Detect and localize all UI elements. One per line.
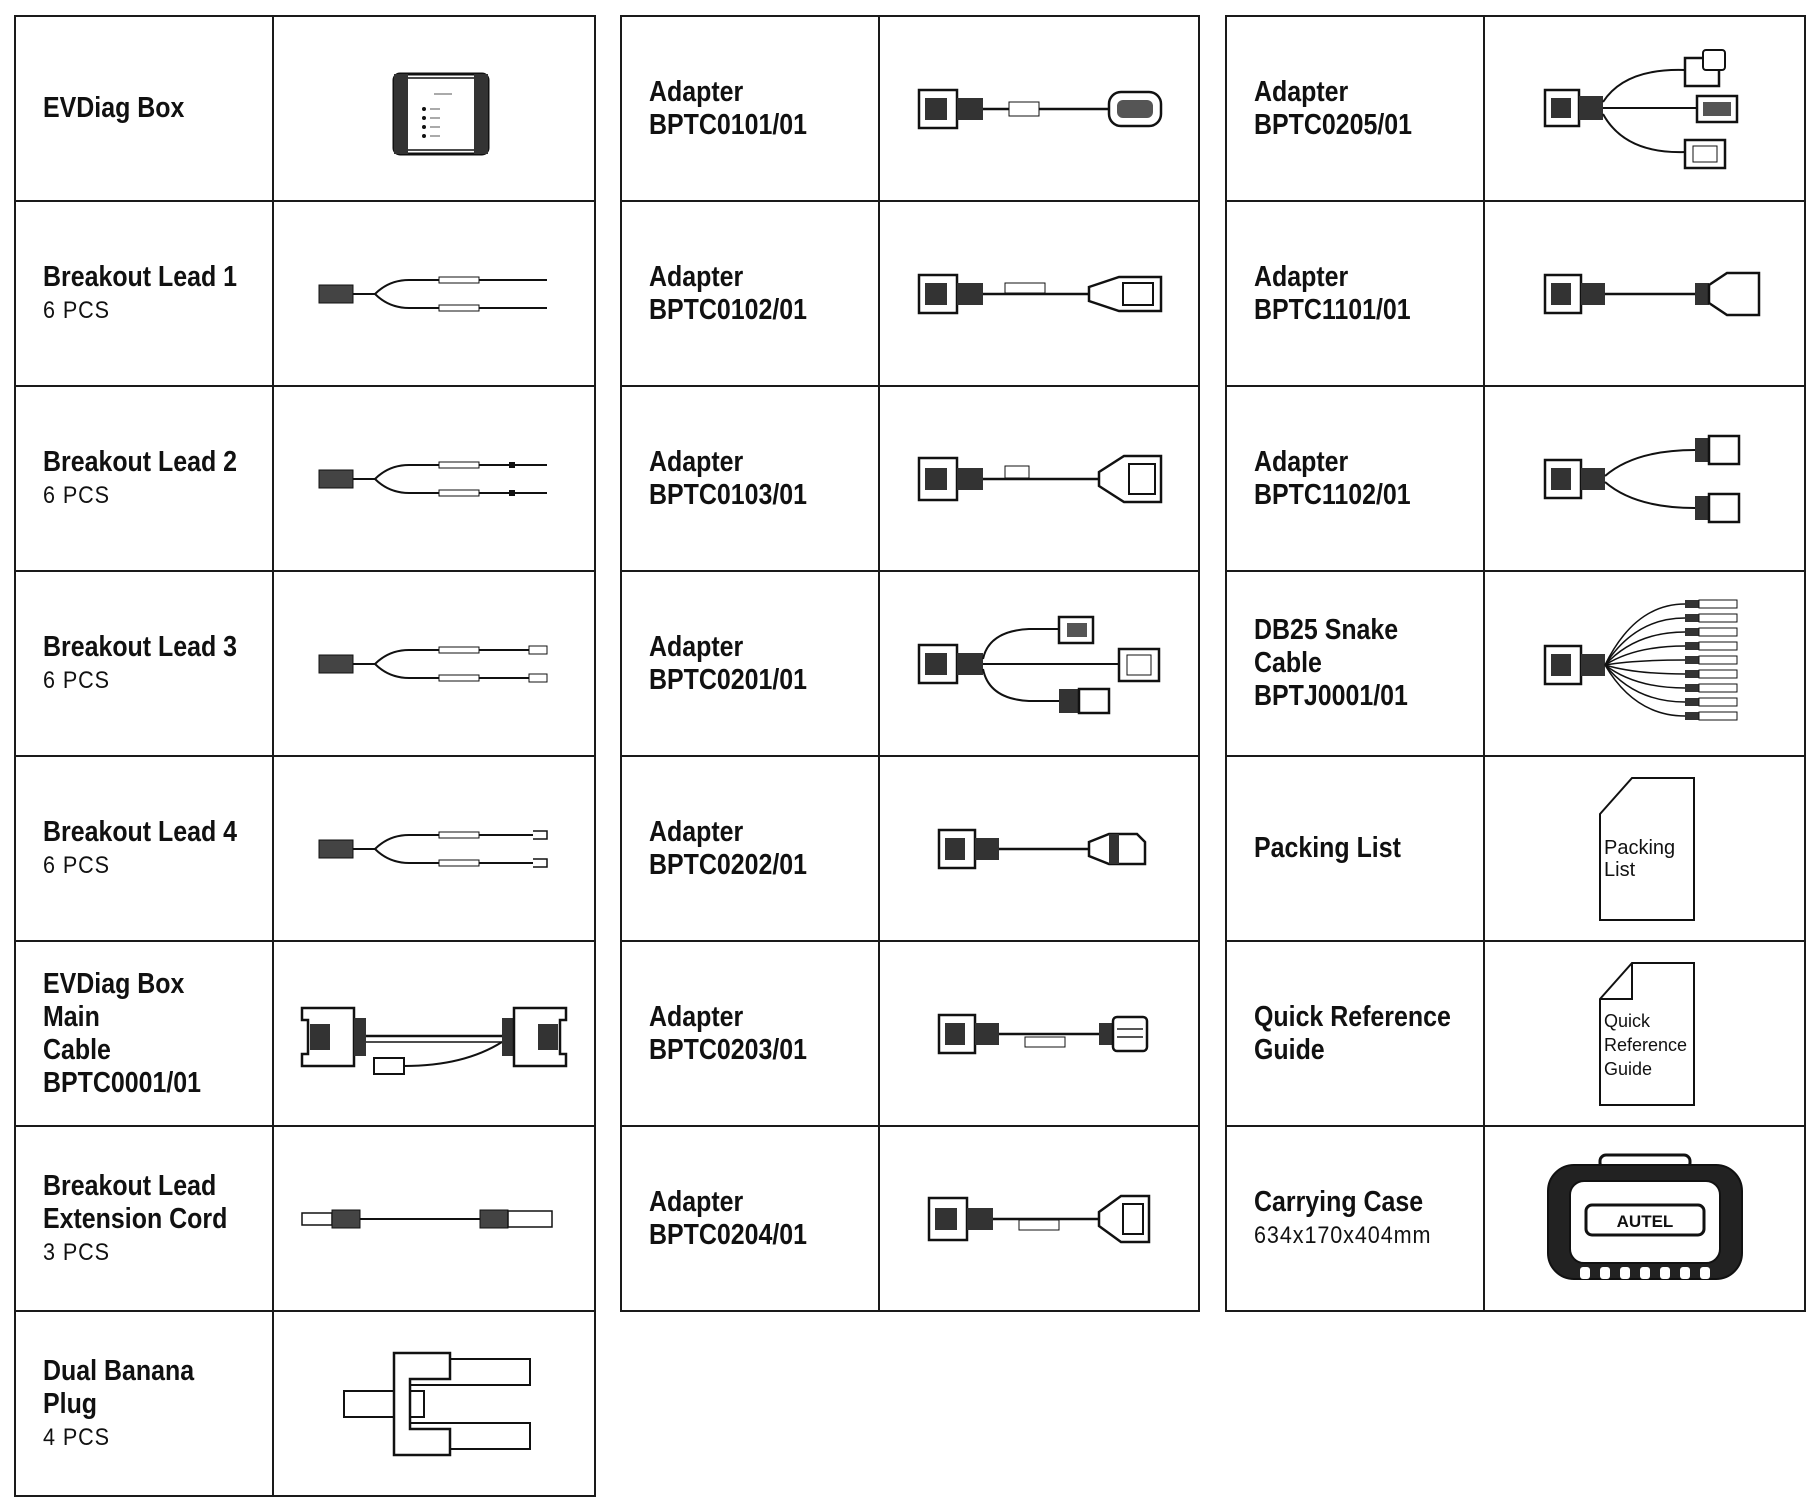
item-title: EVDiag Box <box>43 92 185 124</box>
item-adapter-bptc0204 <box>622 1127 1198 1312</box>
item-title: EVDiag Box Main Cable BPTC0001/01 <box>43 967 202 1099</box>
item-packing-list <box>1227 757 1804 942</box>
item-evdiag-box <box>16 17 594 202</box>
item-evdiag-box-main-cable <box>16 942 594 1127</box>
evdiag-box-icon <box>374 54 494 164</box>
item-breakout-lead-4 <box>16 757 594 942</box>
item-quantity: 4 PCS <box>43 1423 110 1451</box>
item-carrying-case <box>1227 1127 1804 1312</box>
item-dual-banana-plug <box>16 1312 594 1497</box>
item-db25-snake-cable <box>1227 572 1804 757</box>
adapter-branch-cable-icon <box>1525 44 1765 174</box>
adapter-cable-icon <box>909 814 1169 884</box>
item-title: Breakout Lead 1 <box>43 261 238 293</box>
quick-reference-doc-text: Quick <box>1603 1010 1650 1031</box>
breakout-lead-1-icon <box>309 264 559 324</box>
item-adapter-bptc0205 <box>1227 17 1804 202</box>
item-quantity: 6 PCS <box>43 297 110 324</box>
item-adapter-bptc0101 <box>622 17 1198 202</box>
item-title: Quick Reference Guide <box>1254 1000 1451 1066</box>
item-adapter-bptc0103 <box>622 387 1198 572</box>
item-title: Adapter BPTC0201/01 <box>649 630 808 696</box>
packing-list-doc-text: List <box>1603 858 1635 881</box>
case-brand-text: AUTEL <box>1616 1211 1673 1231</box>
breakout-lead-4-icon <box>309 819 559 879</box>
breakout-lead-2-icon <box>309 449 559 509</box>
item-title: Dual Banana Plug <box>43 1354 195 1420</box>
item-breakout-lead-3 <box>16 572 594 757</box>
item-quantity: 3 PCS <box>43 1238 110 1266</box>
item-adapter-bptc1102 <box>1227 387 1804 572</box>
quick-reference-doc-text: Reference <box>1603 1034 1687 1055</box>
carrying-case-icon <box>1540 1149 1750 1289</box>
item-title: Adapter BPTC0202/01 <box>649 815 808 881</box>
column-2 <box>620 15 1200 1312</box>
item-adapter-bptc0202 <box>622 757 1198 942</box>
adapter-cable-icon <box>909 259 1169 329</box>
quick-reference-doc-text: Guide <box>1603 1058 1652 1079</box>
adapter-split-cable-icon <box>1515 424 1775 534</box>
adapter-cable-icon <box>1515 259 1775 329</box>
item-title: Breakout Lead 4 <box>43 816 238 848</box>
item-title: Breakout Lead 3 <box>43 631 238 663</box>
item-title: Adapter BPTC0103/01 <box>649 445 808 511</box>
adapter-cable-icon <box>909 444 1169 514</box>
item-adapter-bptc0203 <box>622 942 1198 1127</box>
item-title: Adapter BPTC0204/01 <box>649 1185 808 1251</box>
column-3 <box>1225 15 1806 1312</box>
item-quantity: 6 PCS <box>43 852 110 879</box>
column-1 <box>14 15 596 1497</box>
item-title: Adapter BPTC1102/01 <box>1254 445 1411 511</box>
item-breakout-lead-extension-cord <box>16 1127 594 1312</box>
item-adapter-bptc0102 <box>622 202 1198 387</box>
item-adapter-bptc1101 <box>1227 202 1804 387</box>
item-title: Adapter BPTC1101/01 <box>1254 260 1411 326</box>
adapter-branch-cable-icon <box>909 609 1169 719</box>
extension-cord-icon <box>294 1199 574 1239</box>
item-quantity: 6 PCS <box>43 482 110 509</box>
item-adapter-bptc0201 <box>622 572 1198 757</box>
item-title: Breakout Lead 2 <box>43 446 238 478</box>
item-quantity: 6 PCS <box>43 667 110 694</box>
item-quick-reference-guide <box>1227 942 1804 1127</box>
main-cable-icon <box>294 984 574 1084</box>
adapter-cable-icon <box>909 999 1169 1069</box>
packing-list-icon <box>1590 774 1700 924</box>
item-title: Adapter BPTC0205/01 <box>1254 75 1413 141</box>
adapter-cable-icon <box>909 1184 1169 1254</box>
item-title: Breakout Lead Extension Cord <box>43 1169 228 1235</box>
item-title: Carrying Case <box>1254 1186 1424 1218</box>
quick-reference-guide-icon <box>1590 959 1700 1109</box>
adapter-cable-icon <box>909 74 1169 144</box>
item-title: Adapter BPTC0102/01 <box>649 260 808 326</box>
item-title: Adapter BPTC0203/01 <box>649 1000 808 1066</box>
breakout-lead-3-icon <box>309 634 559 694</box>
item-dimensions: 634x170x404mm <box>1254 1222 1432 1249</box>
packing-list-doc-text: Packing <box>1603 836 1675 859</box>
item-breakout-lead-2 <box>16 387 594 572</box>
item-title: DB25 Snake Cable BPTJ0001/01 <box>1254 614 1408 712</box>
item-title: Packing List <box>1254 832 1401 864</box>
item-title: Adapter BPTC0101/01 <box>649 75 808 141</box>
item-breakout-lead-1 <box>16 202 594 387</box>
banana-plug-icon <box>334 1349 534 1459</box>
snake-cable-icon <box>1515 594 1775 734</box>
